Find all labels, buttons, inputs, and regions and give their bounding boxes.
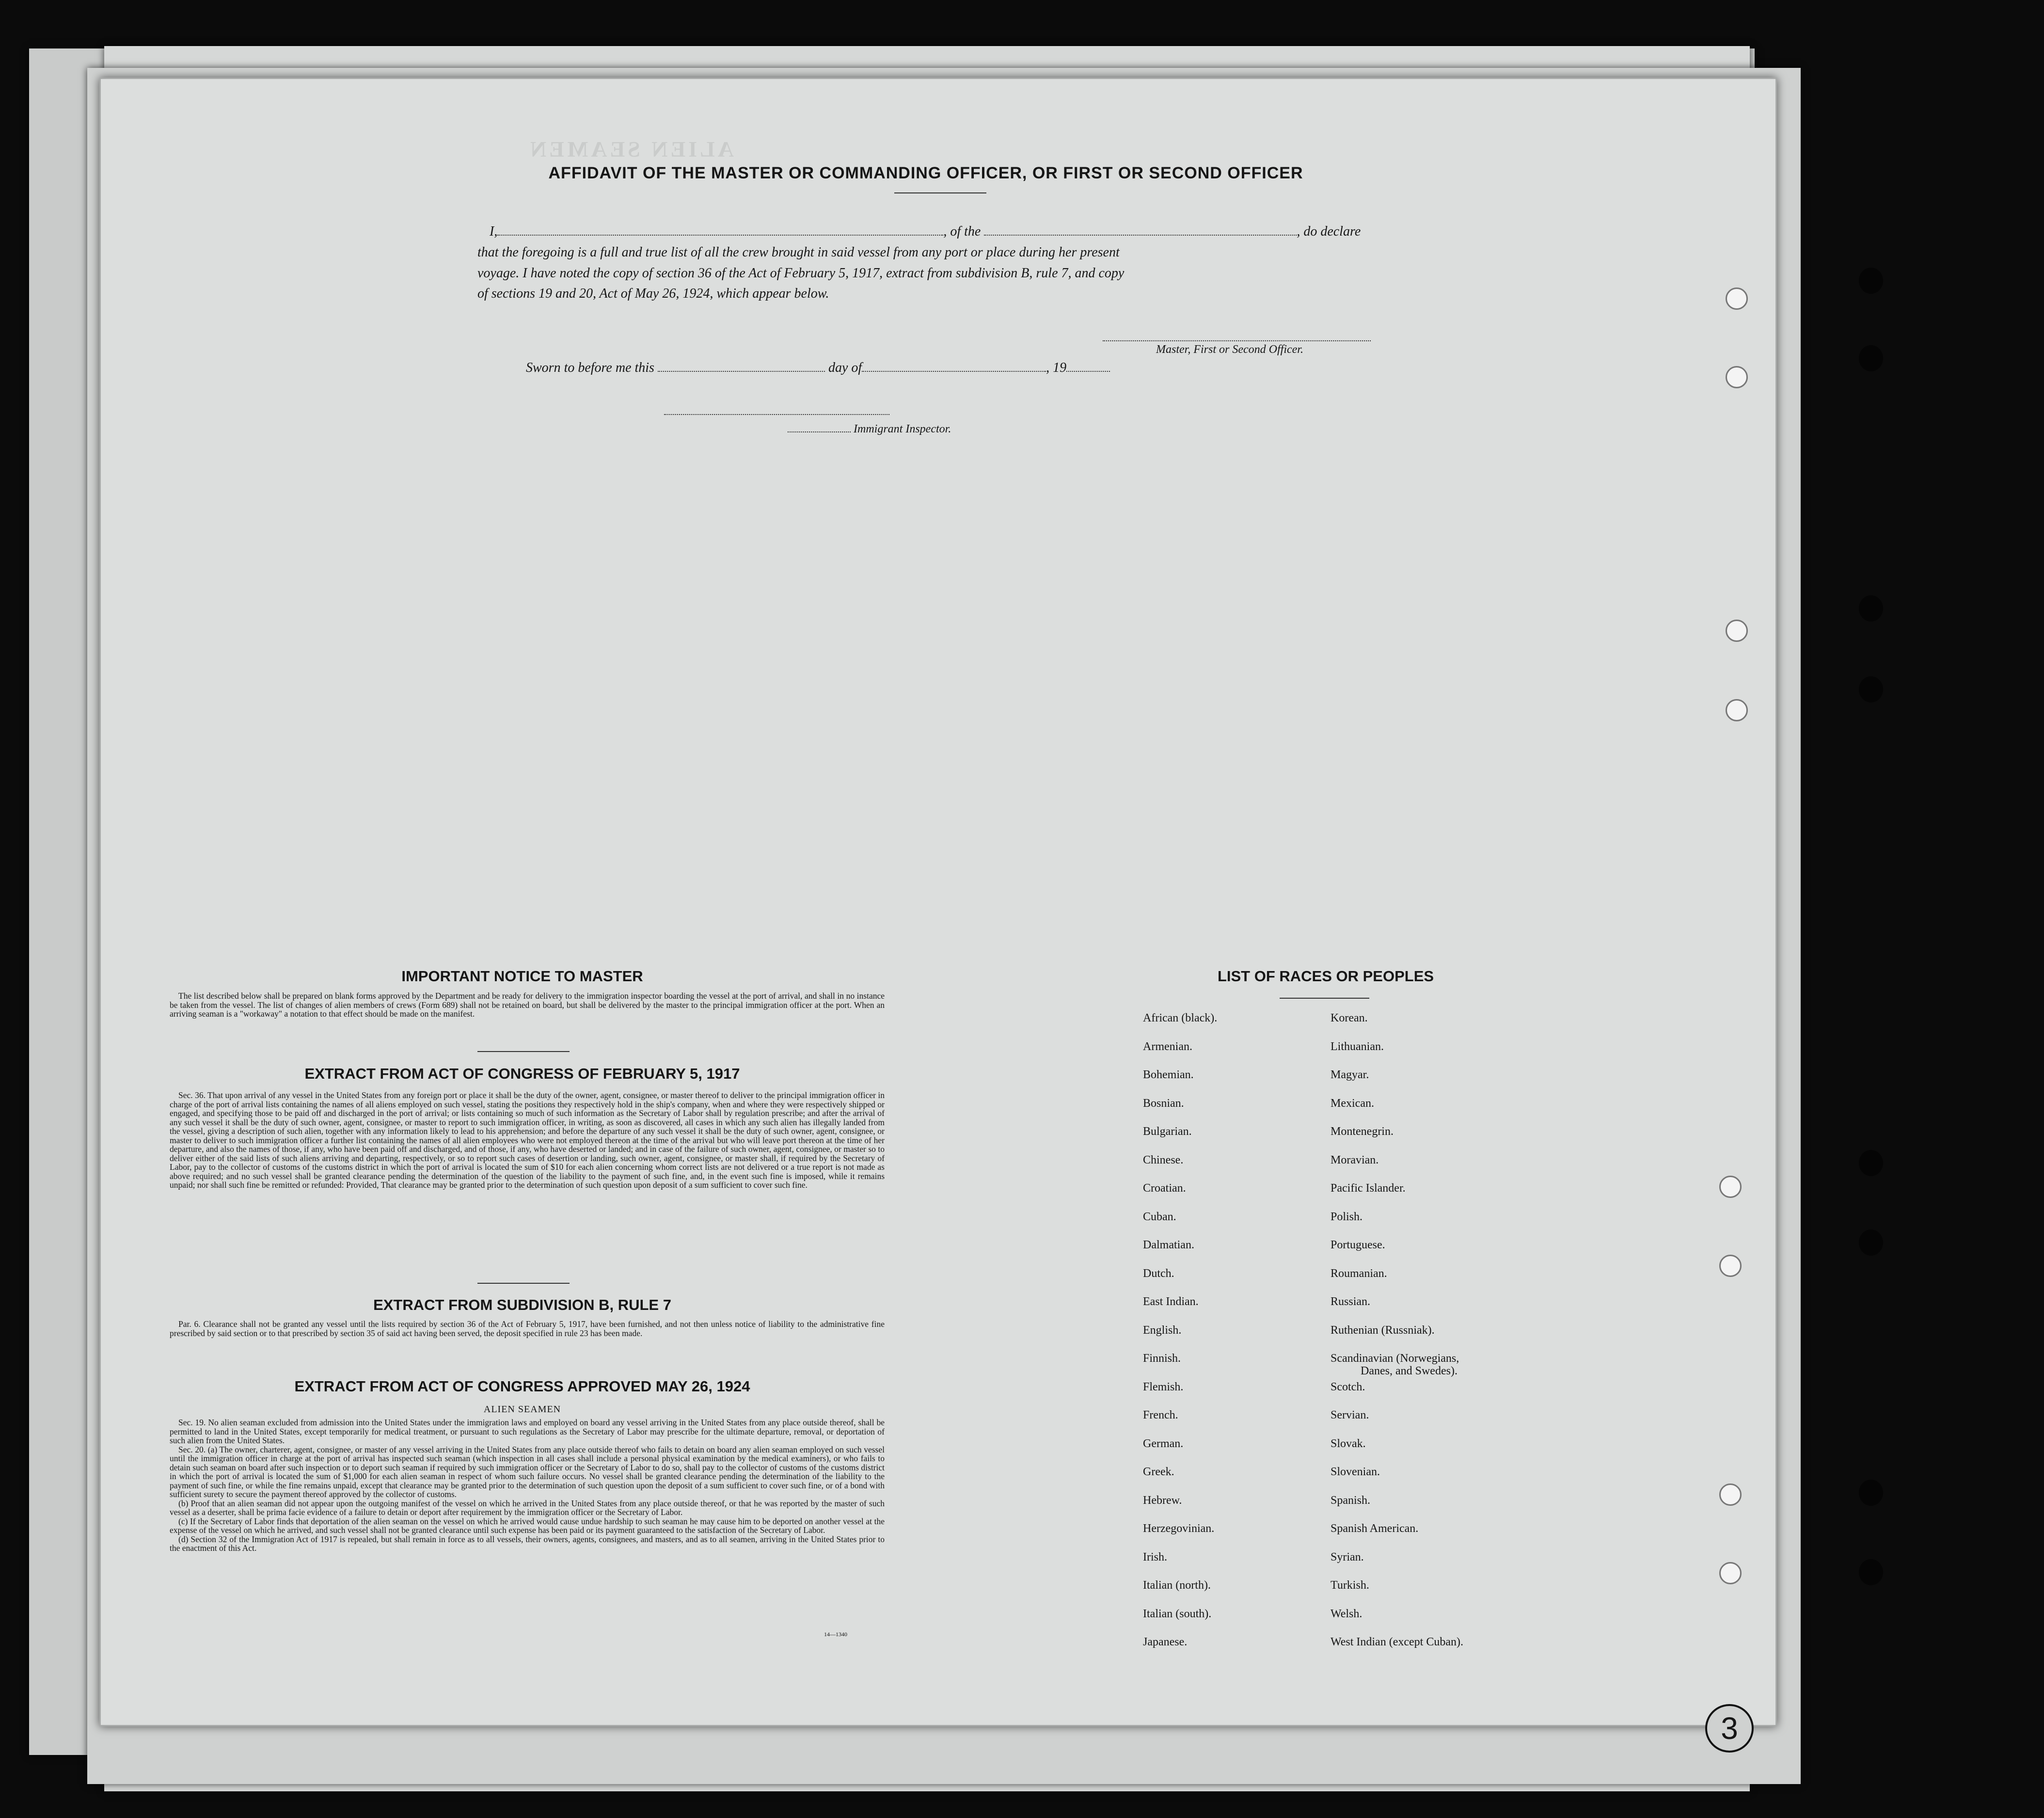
race-item: Mexican. [1331,1097,1374,1110]
sworn-line: Sworn to before me this day of , 19 [526,360,1110,376]
races-column-2 [1331,1012,1463,1664]
race-item: French. [1143,1409,1178,1421]
race-item: Bosnian. [1143,1097,1184,1110]
race-item: Italian (south). [1143,1607,1212,1620]
extract-1917-title: EXTRACT FROM ACT OF CONGRESS OF FEBRUARY 5, 1917 [304,1065,740,1082]
form-number: 14—1340 [824,1631,847,1638]
race-item: Herzegovinian. [1143,1522,1215,1535]
race-item: Cuban. [1143,1210,1176,1223]
race-item: Dalmatian. [1143,1239,1194,1251]
race-item: Montenegrin. [1331,1125,1394,1138]
binder-hole [1726,620,1748,642]
race-item: Slovenian. [1331,1466,1380,1478]
race-item: Slovak. [1331,1437,1366,1450]
alien-seamen-subtitle: ALIEN SEAMEN [483,1404,561,1415]
extract-1917-text: Sec. 36. That upon arrival of any vessel in the United States from any foreign port or place it shall be the duty of the owner, agent, consignee, or master thereof to deliver to the principal immigration officer in charge of the port of arrival lists containing the names of all aliens employed on such vessel, stating the positions they respectively hold in the ship's company, when and where they were respectively shipped or engaged, and specifying those to be paid off and discharged in the port of arrival; or lists containing so much of such information as the Secretary of Labor shall by regulation prescribe; and after the arrival of any such vessel it shall be the duty of such owner, agent, consignee, or master to report to such immigration officer, in writing, as soon as discovered, all cases in which any such alien has illegally landed from the vessel, giving a description of such alien, together with any information likely to lead to his apprehension; and before the departure of any such vessel it shall be the duty of such owner, agent, consignee, or master to deliver to such immigration officer a further list containing the names of all alien employees who were not employed thereon at the time of the arrival but who will leave port thereon at the time of her departure, and also the names of those, if any, who have been paid off and discharged, and of those, if any, who have deserted or landed; and in case of the failure of such owner, agent, consignee, or master so to deliver either of the said lists of such aliens arriving and departing, respectively, or so to report such cases of desertion or landing, such owner, agent, consignee, or master shall, if required by the Secretary of Labor, pay to the collector of customs of the customs district in which the port of arrival is located the sum of $10 for each alien concerning whom correct lists are not delivered or a true report is not made as above required; and no such vessel shall be granted clearance pending the determination of the question of the liability to the payment of such fine, and, in the event such fine is imposed, while it remains unpaid; nor shall such fine be remitted or refunded: Provided, That clearance may be granted prior to the determination of such question upon deposit of a sum sufficient to cover such fine. [170,1090,885,1190]
race-item: Russian. [1331,1295,1371,1308]
race-item: English. [1143,1324,1182,1337]
affidavit-line-2: that the foregoing is a full and true list of all the crew brought in said vessel from any port or place during her present [477,245,1120,260]
sworn-year-blank [1066,370,1110,372]
race-scandinavian-line-1: Scandinavian (Norwegians, [1331,1352,1459,1365]
race-item: Welsh. [1331,1607,1363,1620]
binder-hole [1726,287,1748,310]
race-item: Japanese. [1143,1636,1188,1648]
affidavit-title: AFFIDAVIT OF THE MASTER OR COMMANDING OFFICER, OR FIRST OR SECOND OFFICER [548,164,1303,182]
binder-hole [1859,268,1883,294]
race-item: Servian. [1331,1409,1369,1421]
race-item: Syrian. [1331,1550,1364,1563]
officer-signature-line [1103,339,1371,341]
binder-hole [1859,676,1883,702]
race-item: African (black). [1143,1012,1218,1024]
page-number: 3 [1705,1704,1754,1753]
inspector-name-blank [788,431,851,432]
race-item: Dutch. [1143,1267,1174,1280]
race-item: Roumanian. [1331,1267,1387,1280]
inspector-signature-line [664,413,889,415]
race-item: German. [1143,1437,1184,1450]
binder-hole [1859,1150,1883,1176]
race-item: Magyar. [1331,1068,1369,1081]
binder-hole [1859,1480,1883,1506]
extract-1917-rule [477,1283,570,1284]
binder-hole [1859,1229,1883,1256]
inspector-label: Immigrant Inspector. [788,423,951,436]
sec20c-text: (c) If the Secretary of Labor finds that deportation of the alien seaman on the vessel on which he arrived would cause undue hardship to such seaman he may cause him to be deported on another vessel at the expense of the vessel on which he arrived, and such vessel shall not be granted clearance until such expense has been paid or its payment guaranteed to the satisfaction of the Secretary of Labor. [170,1516,885,1535]
race-item: Finnish. [1143,1352,1181,1365]
race-item: Armenian. [1143,1040,1192,1053]
race-item: Lithuanian. [1331,1040,1384,1053]
race-item: Moravian. [1331,1153,1379,1166]
race-item: Polish. [1331,1210,1363,1223]
race-item: Chinese. [1143,1153,1184,1166]
races-title: LIST OF RACES OR PEOPLES [1217,968,1434,985]
race-item: Turkish. [1331,1579,1369,1592]
race-item: Greek. [1143,1466,1174,1478]
notice-text: The list described below shall be prepared on blank forms approved by the Department and be ready for delivery to the immigration inspector boarding the vessel at the port of arrival, and shall in no instance be taken from the vessel. The list of changes of alien members of crews (Form 689) shall not be retained on board, but shall be delivered by the master to the principal immigration officer at the port. When an arriving seaman is a "workaway" a notation to that effect should be made on the manifest. [170,991,885,1019]
extract-rule7-title: EXTRACT FROM SUBDIVISION B, RULE 7 [373,1296,671,1313]
race-item: Scotch. [1331,1380,1365,1393]
binder-hole [1859,345,1883,371]
race-item: Flemish. [1143,1380,1184,1393]
bleed-through-text: ALIEN SEAMEN [527,137,734,161]
binder-hole [1719,1176,1742,1198]
binder-hole [1719,1483,1742,1506]
races-title-rule [1280,998,1369,999]
officer-label: Master, First or Second Officer. [1156,343,1303,356]
sec19-text: Sec. 19. No alien seaman excluded from admission into the United States under the immigration laws and employed on board any vessel arriving in the United States from any place outside thereof, shall be permitted to land in the United States, except temporarily for medical treatment, or pursuant to such regulations as the Secretary of Labor may prescribe for the ultimate departure, removal, or deportation of such alien from the United States. [170,1418,885,1445]
sec20d-text: (d) Section 32 of the Immigration Act of 1917 is repealed, but shall remain in force as to all vessels, their owners, agents, consignees, and masters, and as to all seamen, arriving in the United States prior to the enactment of this Act. [170,1534,885,1553]
notice-rule [477,1051,570,1052]
binder-hole [1726,699,1748,721]
affidavit-line-3: voyage. I have noted the copy of section 36 of the Act of February 5, 1917, extract from subdivision B, rule 7, and copy [477,266,1125,281]
sworn-day-blank [658,370,825,372]
race-item: Bohemian. [1143,1068,1194,1081]
vessel-blank [984,234,1297,236]
extract-rule7-text: Par. 6. Clearance shall not be granted any vessel until the lists required by section 36 of the Act of February 5, 1917, have been furnished, and not then unless notice of liability to the administrative fine prescribed by said section or to that prescribed by section 35 of said act having been served, the deposit specified in rule 23 has been made. [170,1319,885,1338]
race-item: East Indian. [1143,1295,1199,1308]
binder-hole [1719,1255,1742,1277]
affidavit-line-4: of sections 19 and 20, Act of May 26, 1924, which appear below. [477,286,829,301]
sworn-month-blank [862,370,1046,372]
race-item: Ruthenian (Russniak). [1331,1324,1435,1337]
race-item: Pacific Islander. [1331,1182,1406,1195]
race-item: Irish. [1143,1550,1167,1563]
sec20a-text: Sec. 20. (a) The owner, charterer, agent, consignee, or master of any vessel arriving in the United States from any place outside thereof who fails to detain on board any alien seaman employed on such vessel until the immigration officer in charge at the port of arrival has inspected such seaman (which inspection in all cases shall include a personal physical examination by the medical examiners), or who fails to detain such seaman on board after such inspection or to deport such seaman if required by such immigration officer or the Secretary of Labor to do so, shall pay to the collector of customs of the customs district in which the port of arrival is located the sum of $1,000 for each alien seaman in respect of whom such failure occurs. No vessel shall be granted clearance pending the determination of the liability to the payment of such fine, or while the fine remains unpaid, except that clearance may be granted prior to the determination of such question upon the deposit of a sum sufficient to cover such fine, or of a bond with sufficient surety to secure the payment thereof approved by the collector of customs. [170,1444,885,1499]
race-item: Italian (north). [1143,1579,1211,1592]
affidavit-line-1: I, , of the , do declare [490,224,1361,239]
race-item: Spanish American. [1331,1522,1419,1535]
notice-title: IMPORTANT NOTICE TO MASTER [401,968,643,985]
races-column-1 [1143,1012,1217,1664]
race-item: West Indian (except Cuban). [1331,1636,1463,1648]
race-item: Bulgarian. [1143,1125,1192,1138]
sec20b-text: (b) Proof that an alien seaman did not appear upon the outgoing manifest of the vessel on which he arrived in the United States from any place outside thereof, or that he was reported by the master of such vessel as a deserter, shall be prima facie evidence of a failure to detain or deport after requirement by the immigration officer or the Secretary of Labor. [170,1498,885,1517]
race-scandinavian-line-2: Danes, and Swedes). [1361,1365,1458,1377]
race-item [1331,1352,1463,1381]
extract-1924-text [170,1418,885,1553]
race-item: Korean. [1331,1012,1368,1024]
race-item: Portuguese. [1331,1239,1385,1251]
race-item: Croatian. [1143,1182,1186,1195]
race-item: Hebrew. [1143,1494,1182,1507]
binder-hole [1859,1559,1883,1585]
affidavit-title-rule [894,192,986,193]
binder-hole [1726,366,1748,388]
binder-hole [1719,1562,1742,1584]
extract-1924-title: EXTRACT FROM ACT OF CONGRESS APPROVED MAY 26, 1924 [294,1378,750,1395]
race-item: Spanish. [1331,1494,1371,1507]
binder-hole [1859,595,1883,622]
name-blank [497,234,943,236]
